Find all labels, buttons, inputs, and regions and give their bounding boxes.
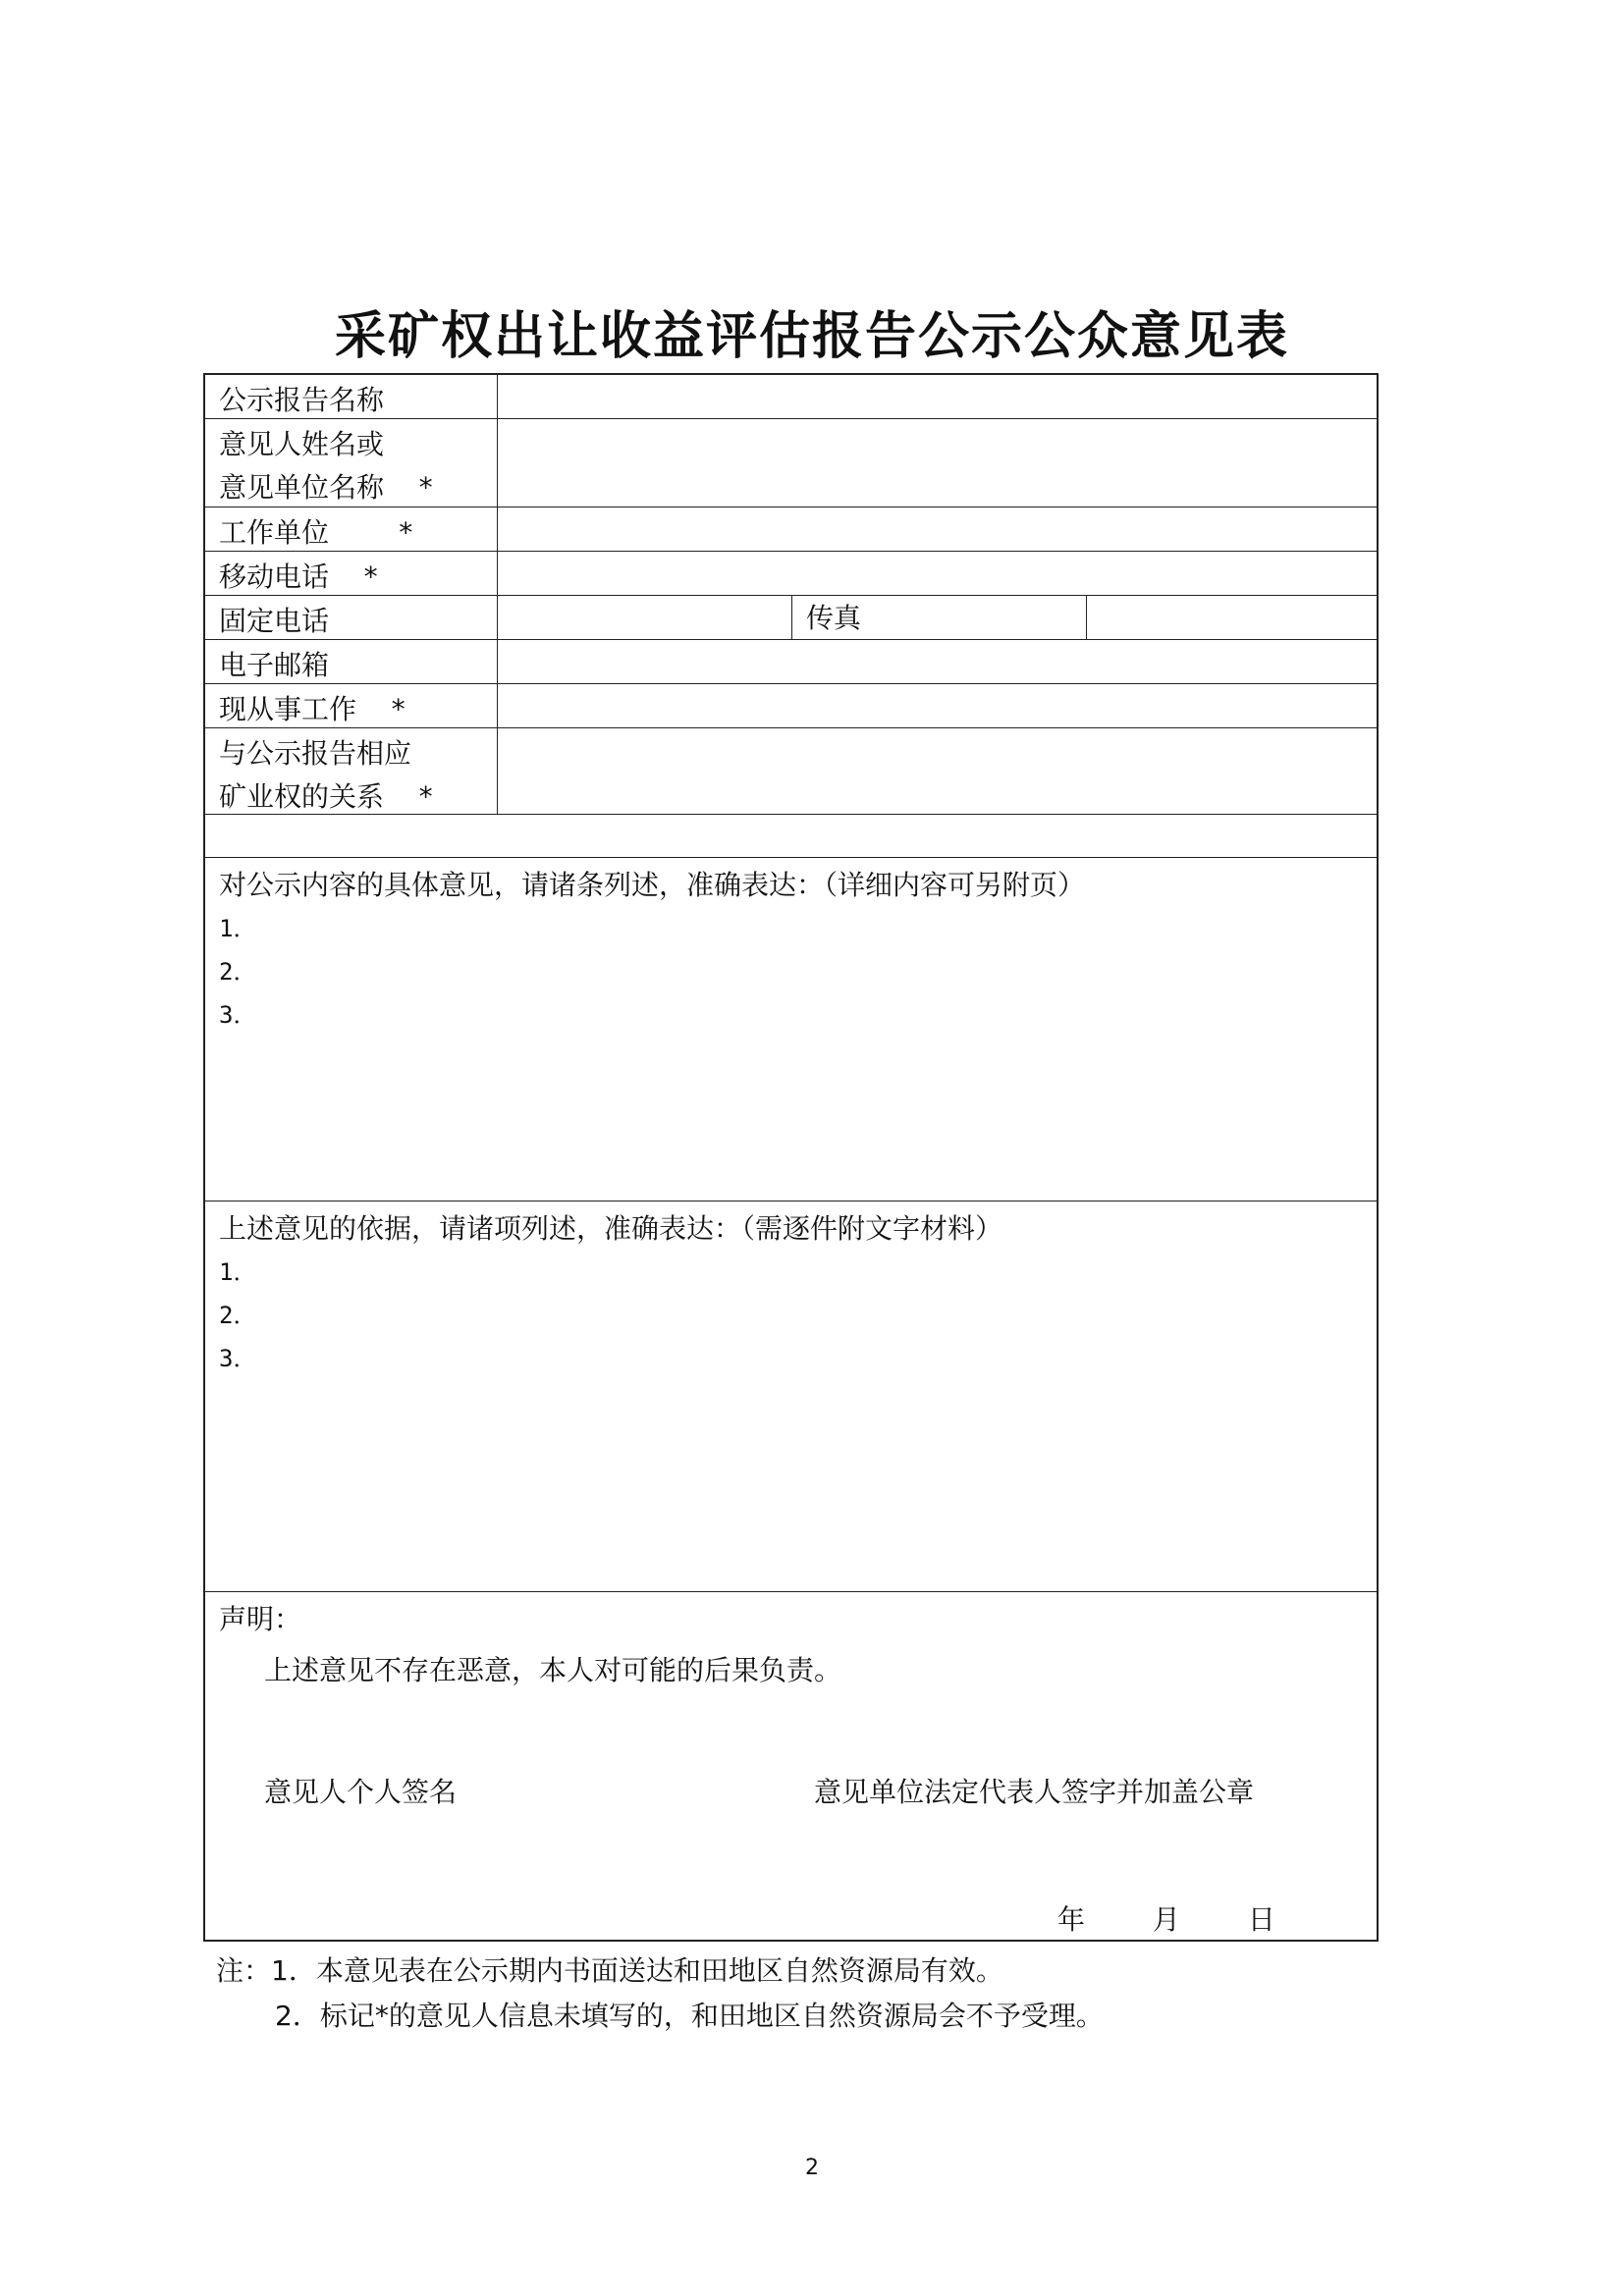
label-report-name: 公示报告名称 — [205, 375, 498, 418]
footnotes — [216, 1949, 1104, 2039]
work-unit-field[interactable] — [498, 507, 1377, 551]
date-line — [1057, 1898, 1334, 1938]
personal-signature-label: 意见人个人签名 — [264, 1776, 458, 1808]
label-landline: 固定电话 — [205, 596, 498, 639]
row-report-name — [205, 375, 1377, 419]
section-opinion-basis[interactable] — [205, 1201, 1377, 1592]
landline-field[interactable] — [498, 596, 792, 639]
opinion-item: 3． — [219, 1001, 257, 1029]
note-2: 2．标记*的意见人信息未填写的，和田地区自然资源局会不予受理。 — [275, 2000, 1104, 2032]
unit-signature-label: 意见单位法定代表人签字并加盖公章 — [814, 1776, 1255, 1808]
declaration-body: 上述意见不存在恶意，本人对可能的后果负责。 — [264, 1654, 842, 1686]
form-title: 采矿权出让收益评估报告公示公众意见表 — [334, 306, 1289, 366]
label-relation: 与公示报告相应 矿业权的关系 * — [205, 728, 498, 814]
basis-item: 3． — [219, 1345, 257, 1372]
basis-item: 2． — [219, 1302, 257, 1329]
year-label: 年 — [1057, 1903, 1086, 1936]
mobile-field[interactable] — [498, 552, 1377, 595]
occupation-field[interactable] — [498, 684, 1377, 727]
row-mobile — [205, 552, 1377, 596]
opinion-item: 2． — [219, 958, 257, 986]
row-opinion-giver-name — [205, 419, 1377, 507]
opinion-item: 1． — [219, 915, 257, 942]
page-number: 2 — [805, 2156, 819, 2180]
label-email: 电子邮箱 — [205, 640, 498, 683]
declaration-heading: 声明： — [219, 1603, 302, 1635]
label-opinion-giver-name: 意见人姓名或 意见单位名称 * — [205, 419, 498, 507]
report-name-field[interactable] — [498, 375, 1377, 418]
day-label: 日 — [1247, 1903, 1275, 1936]
fax-field[interactable] — [1087, 596, 1377, 639]
basis-item: 1． — [219, 1258, 257, 1286]
row-blank-spacer — [205, 815, 1377, 858]
row-occupation — [205, 684, 1377, 728]
relation-field[interactable] — [498, 728, 1377, 814]
section-specific-opinions[interactable] — [205, 858, 1377, 1201]
month-label: 月 — [1152, 1903, 1180, 1936]
label-occupation: 现从事工作 * — [205, 684, 498, 727]
opinion-giver-name-field[interactable] — [498, 419, 1377, 507]
basis-heading: 上述意见的依据，请诸项列述，准确表达：（需逐件附文字材料） — [219, 1212, 1003, 1245]
email-field[interactable] — [498, 640, 1377, 683]
label-mobile: 移动电话 * — [205, 552, 498, 595]
row-relation — [205, 728, 1377, 815]
row-landline-fax — [205, 596, 1377, 640]
note-1: 注：1．本意见表在公示期内书面送达和田地区自然资源局有效。 — [216, 1954, 1003, 1987]
opinion-form-table — [203, 373, 1379, 1942]
row-email — [205, 640, 1377, 684]
label-work-unit: 工作单位 * — [205, 507, 498, 551]
label-fax: 传真 — [792, 596, 1087, 639]
row-work-unit — [205, 507, 1377, 552]
section-declaration — [205, 1592, 1377, 1940]
opinions-heading: 对公示内容的具体意见，请诸条列述，准确表达：（详细内容可另附页） — [219, 869, 1086, 901]
